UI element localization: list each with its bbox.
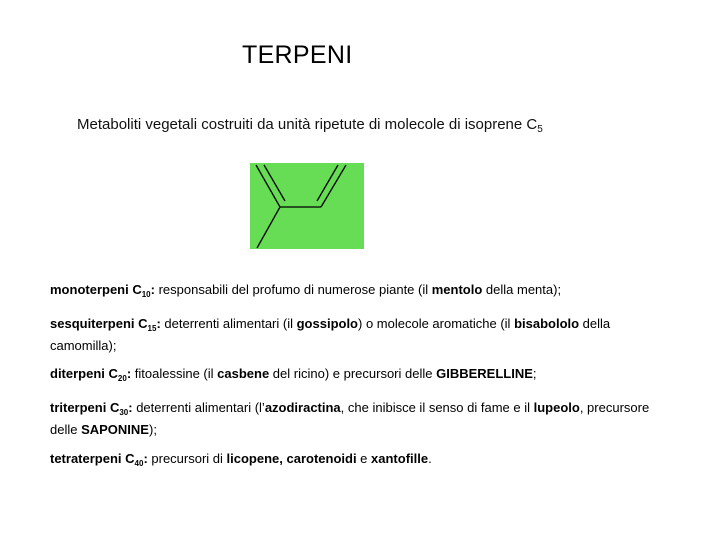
entry-diterpeni xyxy=(50,365,670,387)
bold-term: casbene xyxy=(217,366,270,381)
bold-term: azodiractina xyxy=(264,400,341,415)
entry-text: e xyxy=(356,451,372,466)
subtitle-subscript: 5 xyxy=(537,124,543,135)
subtitle-text: Metaboliti vegetali costruiti da unità ripetute di molecole di isoprene C xyxy=(77,116,538,133)
entry-name: triterpeni C xyxy=(50,400,120,415)
entry-text: precursori di xyxy=(147,451,227,466)
entry-subscript: 15 xyxy=(147,324,157,333)
entry-text: fitoalessine (il xyxy=(131,366,218,381)
bold-term: SAPONINE xyxy=(81,422,149,437)
subtitle xyxy=(77,116,543,135)
entry-subscript: 20 xyxy=(117,374,127,383)
entry-text: della menta); xyxy=(482,282,562,297)
entry-text: ) o molecole aromatiche (il xyxy=(358,316,515,331)
bold-term: lupeolo xyxy=(533,400,580,415)
entry-name: monoterpeni C xyxy=(50,282,142,297)
entry-name: tetraterpeni C xyxy=(50,451,135,466)
entry-text: ); xyxy=(148,422,157,437)
entry-text: , precursore delle xyxy=(50,400,650,437)
entry-separator: : xyxy=(128,400,133,415)
entry-subscript: 10 xyxy=(141,290,151,299)
entry-text: deterrenti alimentari (l’ xyxy=(132,400,265,415)
bold-term: xantofille xyxy=(371,451,429,466)
entry-text: . xyxy=(428,451,432,466)
bold-term: mentolo xyxy=(431,282,483,297)
entry-separator: : xyxy=(143,451,148,466)
isoprene-structure-icon xyxy=(250,163,364,249)
entry-separator: : xyxy=(150,282,155,297)
entry-name: diterpeni C xyxy=(50,366,118,381)
entry-text: ; xyxy=(532,366,537,381)
entry-text: responsabili del profumo di numerose piante (il xyxy=(154,282,432,297)
entry-sesquiterpeni xyxy=(50,315,670,354)
bold-term: GIBBERELLINE xyxy=(436,366,533,381)
molecule-background xyxy=(250,163,364,249)
bold-term: bisabololo xyxy=(514,316,580,331)
entry-separator: : xyxy=(126,366,132,381)
entry-separator: : xyxy=(156,316,161,331)
entry-text: della camomilla); xyxy=(50,316,611,353)
entry-text: deterrenti alimentari (il xyxy=(160,316,297,331)
entry-tetraterpeni xyxy=(50,450,670,472)
isoprene-structure-svg xyxy=(250,163,364,249)
bold-term: gossipolo xyxy=(296,316,358,331)
entry-subscript: 30 xyxy=(119,408,129,417)
entry-text: , che inibisce il senso di fame e il xyxy=(340,400,534,415)
entry-monoterpeni xyxy=(50,281,670,303)
page-title: TERPENI xyxy=(242,41,353,69)
bold-term: licopene, carotenoidi xyxy=(226,451,357,466)
entry-text: del ricino) e precursori delle xyxy=(269,366,437,381)
entry-triterpeni xyxy=(50,399,670,438)
entry-subscript: 40 xyxy=(134,459,144,468)
entry-name: sesquiterpeni C xyxy=(50,316,148,331)
